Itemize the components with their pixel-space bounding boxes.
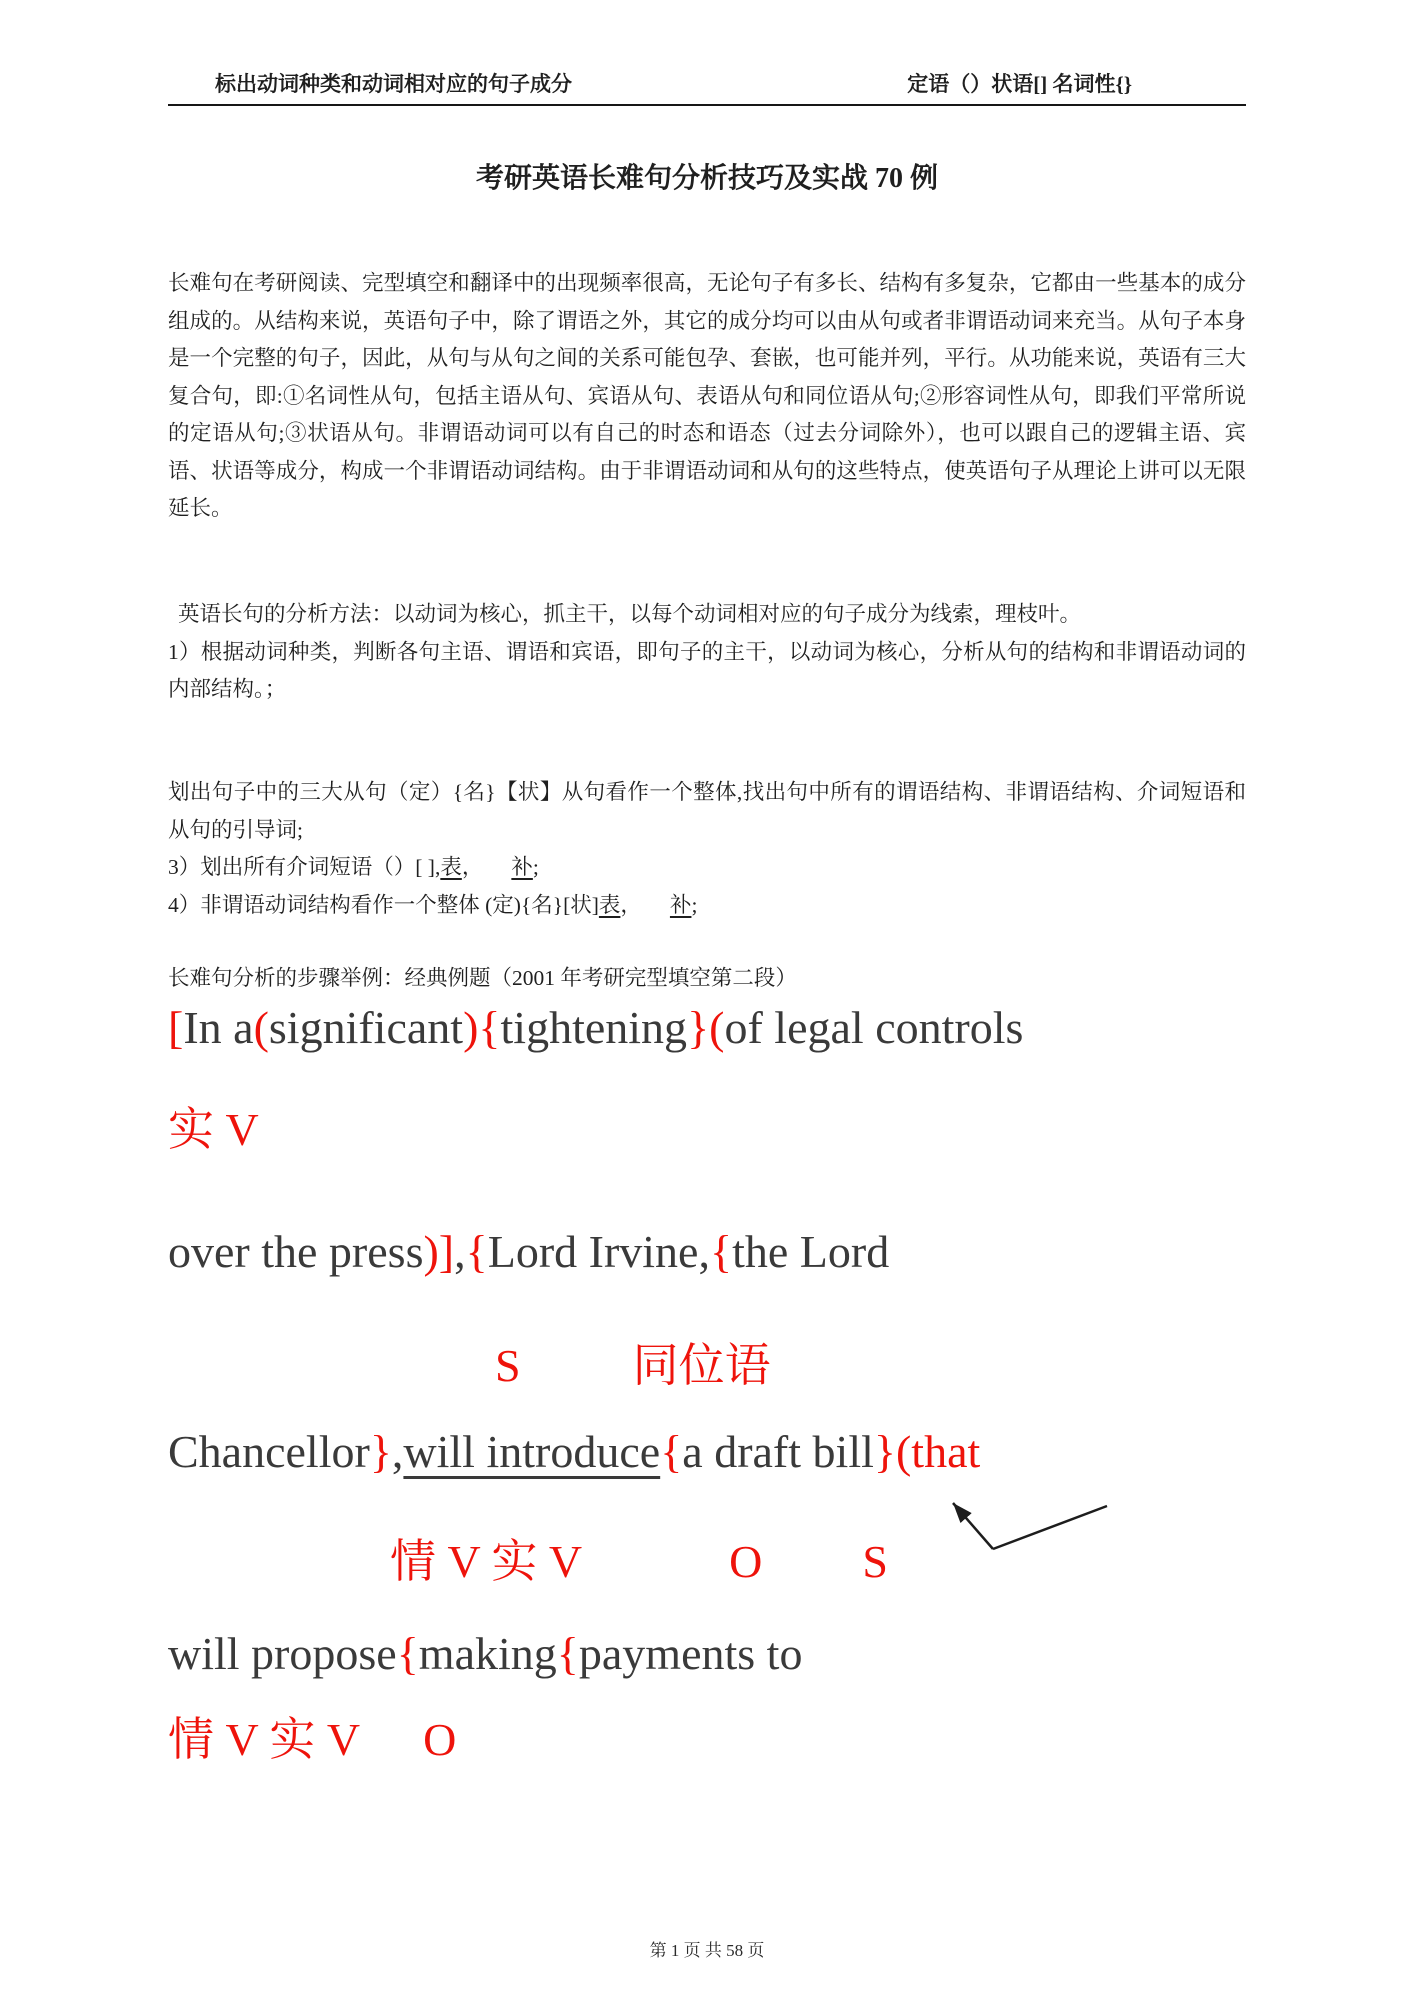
text-segment: of legal controls: [724, 1002, 1024, 1053]
text-segment: ;: [532, 855, 539, 879]
text-segment: }: [873, 1426, 896, 1477]
grammar-label-1: [168, 1100, 259, 1160]
text-segment: 情 V 实 V: [390, 1536, 583, 1587]
text-segment: O: [423, 1714, 457, 1765]
text-segment: (: [709, 1002, 725, 1053]
text-segment: ,: [391, 1426, 404, 1477]
sentence-line-1: [168, 998, 1023, 1058]
grammar-label-2: [168, 1336, 771, 1396]
text-segment: In a: [183, 1002, 254, 1053]
text-segment: a draft bill: [682, 1426, 874, 1477]
text-segment: ，: [461, 855, 484, 879]
grammar-label-3: [168, 1532, 888, 1592]
header-right-text: 定语（）状语[] 名词性{}: [907, 72, 1132, 96]
text-segment: Lord Irvine,: [487, 1226, 710, 1277]
text-segment: {: [709, 1226, 733, 1277]
text-segment: 情 V 实 V: [168, 1714, 361, 1765]
text-segment: (that: [895, 1426, 981, 1477]
text-segment: ，: [620, 892, 642, 917]
example-caption: 长难句分析的步骤举例：经典例题（2001 年考研完型填空第二段）: [168, 966, 797, 990]
text-segment: tightening: [500, 1002, 688, 1053]
text-segment: {: [396, 1628, 419, 1679]
text-segment: O: [729, 1536, 763, 1587]
text-segment: [: [168, 1002, 184, 1053]
text-segment: }: [369, 1426, 392, 1477]
page-footer: [0, 1936, 1414, 1961]
page-number-text: 第 1 页 共 58 页: [649, 1941, 765, 1960]
step-2-paragraph: 划出句子中的三大从句（定）{名}【状】从句看作一个整体,找出句中所有的谓语结构、非谓语结构、介词短语和从句的引导词;: [168, 780, 1246, 842]
sentence-line-3: [168, 1422, 980, 1482]
text-segment: will introduce: [403, 1426, 661, 1477]
intro-paragraph: 长难句在考研阅读、完型填空和翻译中的出现频率很高，无论句子有多长、结构有多复杂，它都由一些基本的成分组成的。从结构来说，英语句子中，除了谓语之外，其它的成分均可以由从句或者非谓语动词来充当。从句子本身是一个完整的句子，因此，从句与从句之间的关系可能包孕、套嵌，也可能并列，平行。从功能来说，英语有三大复合句，即:①名词性从句，包括主语从句、宾语从句、表语从句和同位语从句;②形容词性从句，即我们平常所说的定语从句;③状语从句。非谓语动词可以有自己的时态和语态（过去分词除外），也可以跟自己的逻辑主语、宾语、状语等成分，构成一个非谓语动词结构。由于非谓语动词和从句的这些特点，使英语句子从理论上讲可以无限延长。: [168, 271, 1246, 520]
text-segment: the Lord: [732, 1226, 890, 1277]
text-segment: 4）非谓语动词结构看作一个整体 (定){名}[状]: [168, 892, 599, 917]
text-segment: 表: [598, 892, 621, 917]
text-segment: 同位语: [632, 1340, 771, 1391]
sentence-line-4: [168, 1624, 802, 1684]
text-segment: ;: [691, 892, 698, 917]
text-segment: }: [687, 1002, 710, 1053]
text-segment: 表: [440, 855, 462, 879]
text-segment: significant: [268, 1002, 464, 1053]
method-block: [168, 596, 1246, 709]
text-segment: ,: [454, 1226, 466, 1277]
text-segment: 补: [511, 855, 533, 879]
text-segment: (: [253, 1002, 269, 1053]
text-segment: 3）划出所有介词短语（）[ ],: [168, 855, 441, 879]
text-segment: S: [862, 1536, 888, 1587]
step-4-line: [168, 887, 1246, 925]
step-1-paragraph: 1）根据动词种类，判断各句主语、谓语和宾语，即句子的主干，以动词为核心，分析从句的结构和非谓语动词的内部结构。；: [168, 639, 1246, 701]
text-segment: over the press: [168, 1226, 424, 1277]
header-left-text: 标出动词种类和动词相对应的句子成分: [215, 72, 572, 96]
header-rule: [168, 104, 1246, 106]
method-paragraph: 英语长句的分析方法：以动词为核心，抓主干，以每个动词相对应的句子成分为线索，理枝叶。: [178, 602, 1082, 626]
text-segment: {: [465, 1226, 488, 1277]
text-segment: {: [478, 1002, 501, 1053]
text-segment: {: [556, 1628, 579, 1679]
text-segment: making: [418, 1628, 557, 1679]
text-segment: )]: [423, 1226, 455, 1277]
text-segment: Chancellor: [168, 1426, 370, 1477]
reference-arrow: [935, 1490, 1125, 1562]
text-segment: will propose: [168, 1628, 397, 1679]
text-segment: S: [495, 1340, 521, 1391]
grammar-label-4: [168, 1710, 456, 1770]
text-segment: {: [660, 1426, 683, 1477]
text-segment: 实 V: [168, 1104, 259, 1155]
step-3-line: [168, 849, 1246, 887]
text-segment: 补: [669, 892, 692, 917]
sentence-line-2: [168, 1222, 889, 1282]
steps-block: [168, 774, 1246, 924]
page-header: [168, 70, 1246, 98]
text-segment: payments to: [578, 1628, 803, 1679]
text-segment: ): [463, 1002, 479, 1053]
page-title: 考研英语长难句分析技巧及实战 70 例: [475, 163, 938, 194]
